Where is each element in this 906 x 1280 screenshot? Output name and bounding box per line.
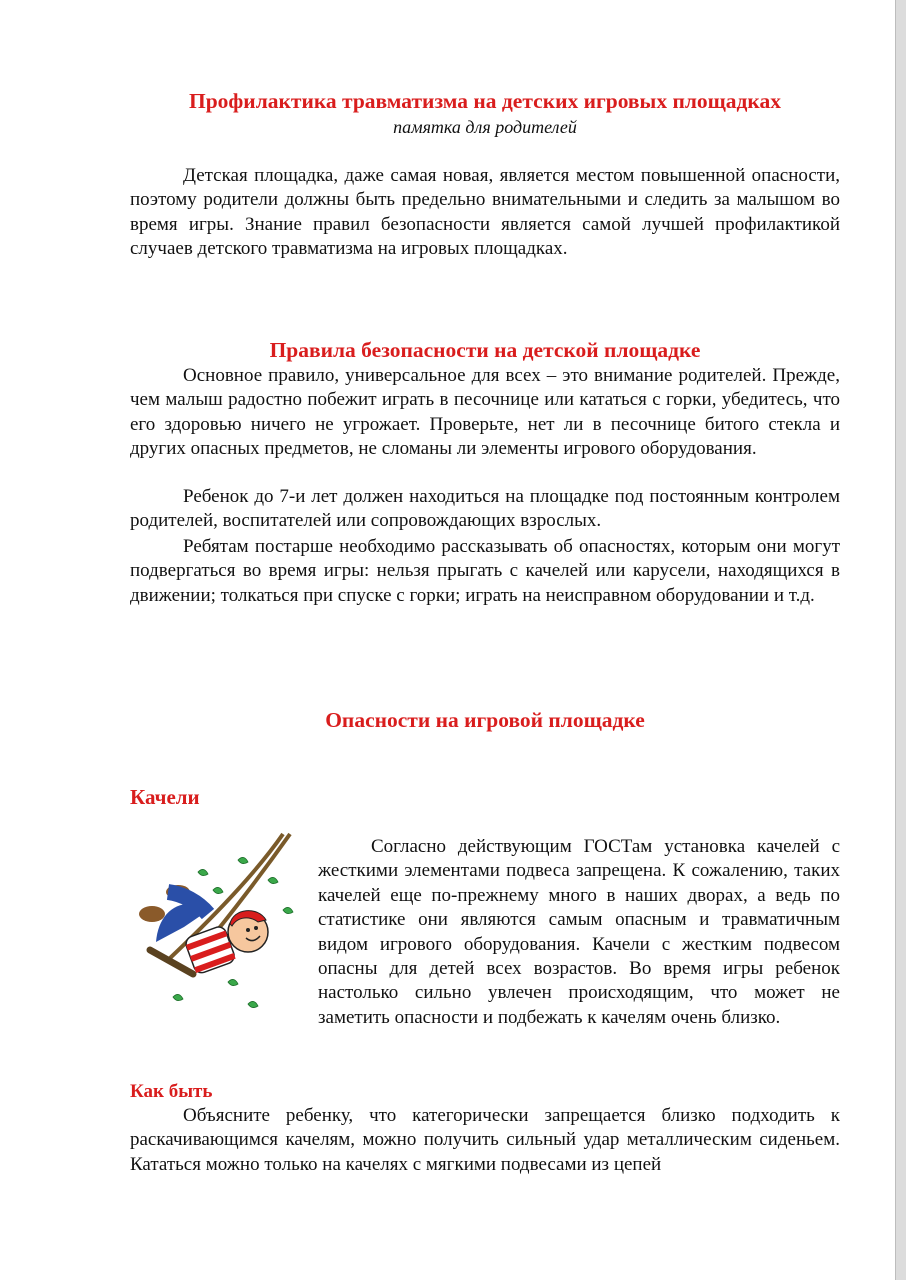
swings-paragraph: Согласно действующим ГОСТам установка качелей с жесткими элементами подвеса запрещена. К сожалению, таких качелей еще по-прежнему много в наших дворах, а ведь по статистике они являются самым опасным и травматичным видом игрового оборудования. Качели с жестким подвесом опасны для детей всех возрастов. Во время игры ребенок настолько сильно увлечен происходящим, что может не заметить опасности и подбежать к качелям очень близко.	[318, 836, 840, 1028]
intro-paragraph: Детская площадка, даже самая новая, является местом повышенной опасности, поэтому родители должны быть предельно внимательными и следить за малышом во время игры. Знание правил безопасности является самой лучшей профилактикой случаев детского травматизма на игровых площадках.	[130, 165, 840, 260]
dangers-heading: Опасности на игровой площадке	[325, 708, 645, 732]
rules-paragraph-1: Основное правило, универсальное для всех – это внимание родителей. Прежде, чем малыш радостно побежит играть в песочнице или кататься с горки, убедитесь, что его здоровью ничего не угрожает. Проверьте, нет ли в песочнице битого стекла и других опасных предметов, не сломаны ли элементы игрового оборудования.	[130, 365, 840, 460]
child-on-swing-illustration	[138, 832, 298, 1017]
rules-heading: Правила безопасности на детской площадке	[269, 338, 701, 362]
rules-paragraph-2: Ребенок до 7-и лет должен находиться на площадке под постоянным контролем родителей, воспитателей или сопровождающих взрослых.	[130, 486, 840, 532]
document-subtitle: памятка для родителей	[393, 117, 577, 137]
how-paragraph: Объясните ребенку, что категорически запрещается близко подходить к раскачивающимся качелям, можно получить сильный удар металлическим сиденьем. Кататься можно только на качелях с мягкими подвесами из цепей	[130, 1105, 840, 1175]
swings-heading: Качели	[130, 785, 200, 809]
page-edge	[896, 0, 906, 1280]
document-title: Профилактика травматизма на детских игровых площадках	[189, 89, 781, 113]
rules-paragraph-3: Ребятам постарше необходимо рассказывать об опасностях, которым они могут подвергаться во время игры: нельзя прыгать с качелей или карусели, находящихся в движении; толкаться при спуске с горки; играть на неисправном оборудовании и т.д.	[130, 536, 840, 606]
how-heading: Как быть	[130, 1081, 213, 1102]
